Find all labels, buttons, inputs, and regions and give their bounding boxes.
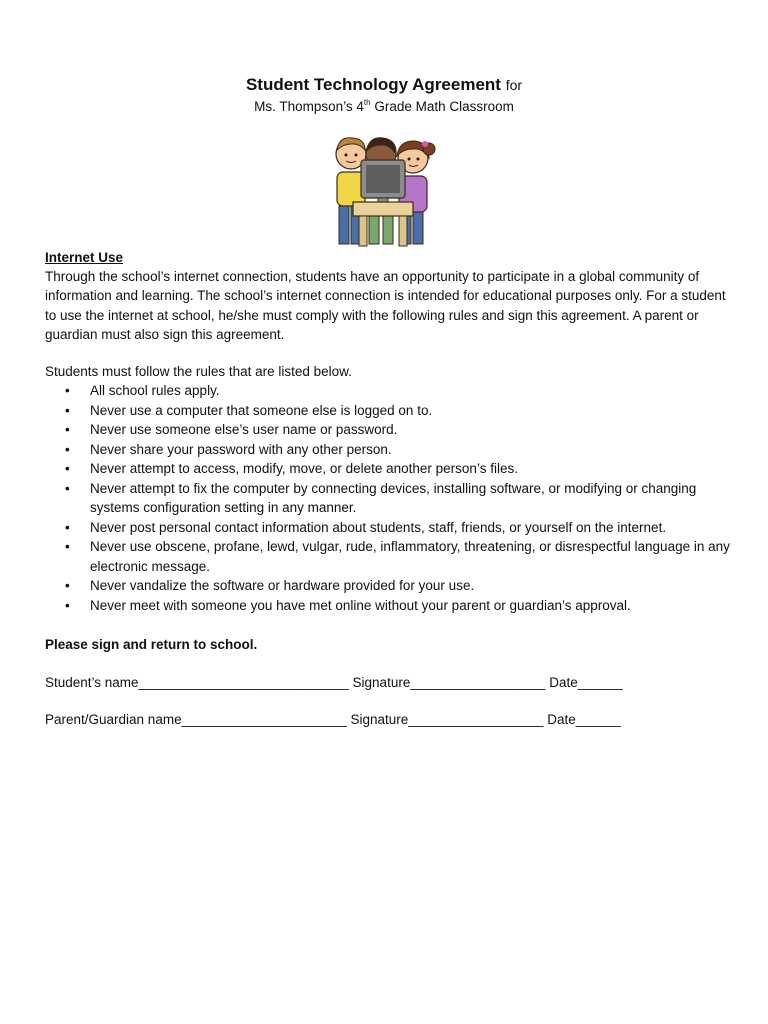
rule-item: [45, 420, 735, 440]
rule-text: Never attempt to access, modify, move, or delete another person’s files.: [90, 461, 518, 476]
rule-text: All school rules apply.: [90, 383, 220, 398]
student-signature-line: Student’s name____________________________ Signature__________________ Date______: [45, 675, 623, 690]
rule-text: Never use obscene, profane, lewd, vulgar, rude, inflammatory, threatening, or disrespectful language in any electronic message.: [90, 539, 730, 574]
bullet-marker: •: [65, 519, 70, 535]
kids-at-computer-illustration: [329, 134, 439, 250]
parent-signature-line: Parent/Guardian name______________________ Signature__________________ Date______: [45, 712, 621, 727]
bullet-marker: •: [65, 480, 70, 496]
title-suffix: for: [505, 77, 523, 93]
document-title: [0, 74, 768, 96]
subtitle-superscript: th: [363, 98, 371, 107]
rule-item: [45, 576, 735, 596]
bullet-marker: •: [65, 578, 70, 593]
subtitle-prefix: Ms. Thompson’s 4: [254, 99, 364, 114]
rule-item: [45, 596, 735, 616]
subtitle-suffix: Grade Math Classroom: [370, 99, 514, 114]
rule-item: [45, 537, 735, 576]
document-subtitle: [0, 98, 768, 116]
rule-text: Never post personal contact information about students, staff, friends, or yourself on the internet.: [90, 519, 667, 535]
rule-text: Never vandalize the software or hardware provided for your use.: [90, 578, 475, 593]
bullet-marker: •: [65, 402, 70, 418]
rule-item: [45, 381, 735, 401]
bullet-marker: •: [65, 461, 70, 476]
rule-text: Never share your password with any other person.: [90, 441, 392, 457]
rule-text: Never attempt to fix the computer by connecting devices, installing software, or modifying or changing systems configuration setting in any manner.: [90, 480, 697, 515]
rule-item: [45, 440, 735, 460]
internet-use-heading: Internet Use: [45, 250, 124, 265]
internet-use-paragraph: Through the school’s internet connection, students have an opportunity to participate in a global community of information and learning. The school’s internet connection is intended for educational purposes only. For a student to use the internet at school, he/she must comply with the following rules and sign this agreement. A parent or guardian must also sign this agreement.: [45, 269, 726, 342]
rule-text: Never use someone else’s user name or password.: [90, 422, 398, 437]
rule-text: Never meet with someone you have met online without your parent or guardian’s approval.: [90, 597, 631, 613]
bullet-marker: •: [65, 441, 70, 457]
return-instruction: Please sign and return to school.: [45, 637, 258, 652]
bullet-marker: •: [65, 383, 70, 398]
title-main: Student Technology Agreement: [245, 75, 501, 94]
rules-list: [45, 381, 735, 615]
rule-item: [45, 518, 735, 538]
bullet-marker: •: [65, 422, 70, 437]
rules-intro: Students must follow the rules that are listed below.: [45, 364, 352, 379]
rule-text: Never use a computer that someone else is logged on to.: [90, 402, 433, 418]
rule-item: [45, 401, 735, 421]
bullet-marker: •: [65, 539, 70, 554]
bullet-marker: •: [65, 597, 70, 613]
rule-item: [45, 459, 735, 479]
rule-item: [45, 479, 735, 518]
